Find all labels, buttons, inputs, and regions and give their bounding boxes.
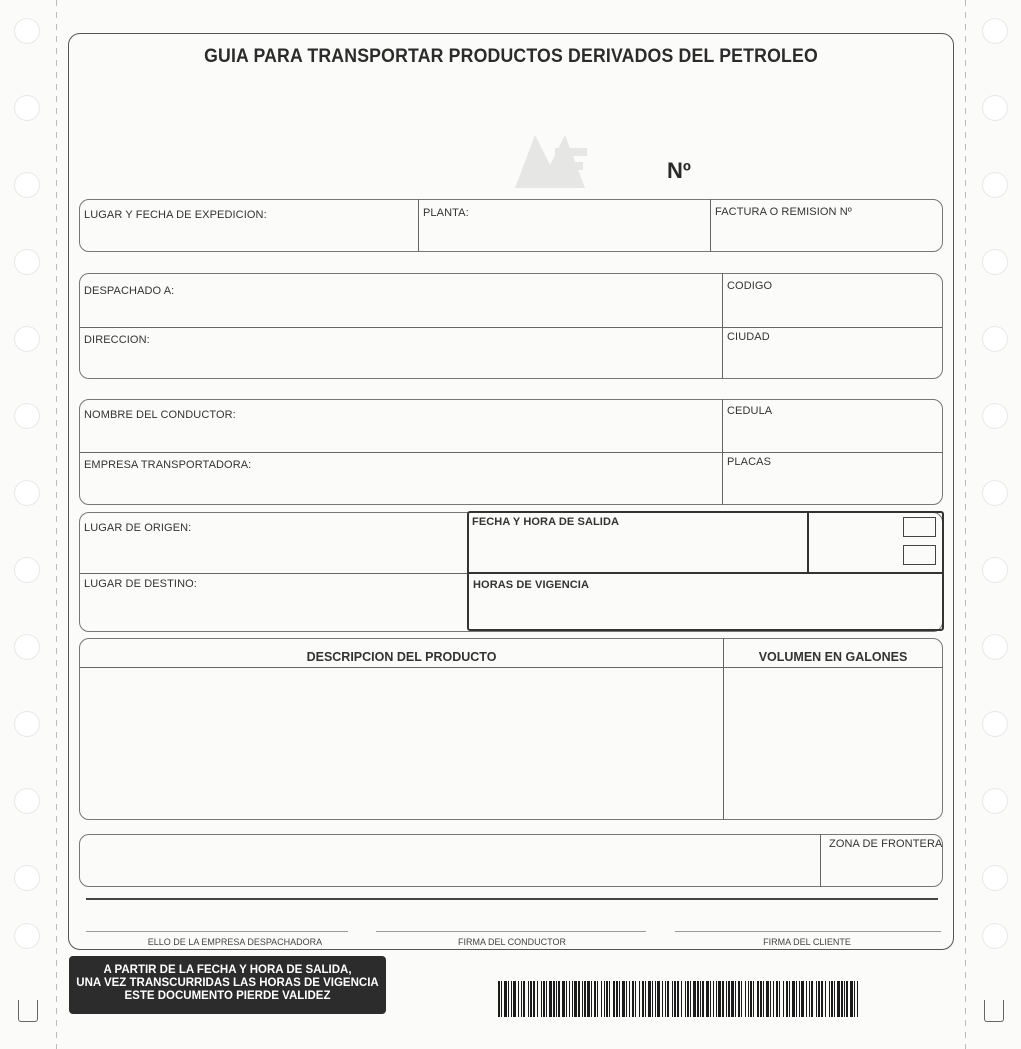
notice-line: UNA VEZ TRANSCURRIDAS LAS HORAS DE VIGENCIA xyxy=(76,977,379,989)
checkbox-pm[interactable] xyxy=(903,545,936,565)
feed-hole xyxy=(14,923,40,949)
origen-field[interactable]: LUGAR DE ORIGEN: xyxy=(84,522,192,534)
feed-hole xyxy=(982,18,1008,44)
feed-hole xyxy=(982,634,1008,660)
feed-hole xyxy=(982,480,1008,506)
frontier-section xyxy=(79,834,943,887)
feed-hole xyxy=(14,480,40,506)
divider xyxy=(722,399,723,505)
divider xyxy=(80,667,942,668)
feed-hole xyxy=(14,18,40,44)
departure-box xyxy=(467,511,944,631)
feed-hole xyxy=(982,865,1008,891)
conductor-field[interactable]: NOMBRE DEL CONDUCTOR: xyxy=(84,409,236,421)
empresa-field[interactable]: EMPRESA TRANSPORTADORA: xyxy=(84,459,252,471)
perforation-right xyxy=(965,0,966,1049)
divider xyxy=(468,572,942,574)
ciudad-field[interactable]: CIUDAD xyxy=(727,331,770,343)
divider xyxy=(710,199,711,252)
factura-field[interactable]: FACTURA O REMISION Nº xyxy=(715,206,852,218)
feed-hole xyxy=(982,557,1008,583)
feed-hole xyxy=(982,95,1008,121)
divider xyxy=(80,573,468,574)
divider xyxy=(722,273,723,379)
lugar-fecha-field[interactable]: LUGAR Y FECHA DE EXPEDICION: xyxy=(84,209,267,221)
feed-hole xyxy=(14,634,40,660)
volumen-header: VOLUMEN EN GALONES xyxy=(758,650,908,664)
zona-frontera-field[interactable]: ZONA DE FRONTERA xyxy=(829,838,943,850)
feed-hole xyxy=(14,557,40,583)
validity-notice xyxy=(69,956,386,1014)
feed-hole xyxy=(982,403,1008,429)
signature-line xyxy=(86,931,348,932)
checkbox-am[interactable] xyxy=(903,517,936,537)
feed-hole xyxy=(982,172,1008,198)
feed-hole xyxy=(982,326,1008,352)
divider xyxy=(418,199,419,252)
feed-hole xyxy=(14,326,40,352)
page-title: GUIA PARA TRANSPORTAR PRODUCTOS DERIVADOS DEL PETROLEO xyxy=(204,46,818,67)
sello-signature[interactable]: ELLO DE LA EMPRESA DESPACHADORA xyxy=(147,937,323,947)
placas-field[interactable]: PLACAS xyxy=(727,456,772,468)
conductor-signature[interactable]: FIRMA DEL CONDUCTOR xyxy=(457,937,566,947)
planta-field[interactable]: PLANTA: xyxy=(423,207,469,219)
separator xyxy=(86,898,938,900)
feed-hole xyxy=(14,249,40,275)
feed-hole xyxy=(982,249,1008,275)
recipient-section xyxy=(79,273,943,379)
horas-vigencia-field[interactable]: HORAS DE VIGENCIA xyxy=(473,579,589,591)
feed-hole xyxy=(982,711,1008,737)
descripcion-input-area[interactable] xyxy=(82,669,721,817)
perforation-left xyxy=(56,0,57,1049)
divider xyxy=(820,834,821,887)
feed-hole xyxy=(14,172,40,198)
cliente-signature[interactable]: FIRMA DEL CLIENTE xyxy=(763,937,851,947)
feed-hole xyxy=(14,403,40,429)
divider xyxy=(80,452,942,453)
codigo-field[interactable]: CODIGO xyxy=(727,280,773,292)
notice-line: ESTE DOCUMENTO PIERDE VALIDEZ xyxy=(124,990,331,1002)
direccion-field[interactable]: DIRECCION: xyxy=(84,334,150,346)
feed-hole xyxy=(14,788,40,814)
divider xyxy=(80,327,942,328)
corner-mark xyxy=(18,1000,38,1022)
signature-line xyxy=(376,931,646,932)
volumen-input-area[interactable] xyxy=(726,669,940,817)
feed-hole xyxy=(14,711,40,737)
descripcion-header: DESCRIPCION DEL PRODUCTO xyxy=(306,650,497,664)
feed-hole xyxy=(982,923,1008,949)
destino-field[interactable]: LUGAR DE DESTINO: xyxy=(84,578,197,590)
despachado-field[interactable]: DESPACHADO A: xyxy=(84,285,175,297)
corner-mark xyxy=(984,1000,1004,1022)
document-number-label: Nº xyxy=(667,158,691,183)
feed-hole xyxy=(14,865,40,891)
divider xyxy=(723,638,724,820)
divider xyxy=(807,512,809,573)
feed-hole xyxy=(982,788,1008,814)
fecha-salida-field[interactable]: FECHA Y HORA DE SALIDA xyxy=(472,516,620,528)
cedula-field[interactable]: CEDULA xyxy=(727,405,773,417)
barcode-icon xyxy=(498,981,858,1017)
signature-line xyxy=(675,931,941,932)
feed-hole xyxy=(14,95,40,121)
notice-line: A PARTIR DE LA FECHA Y HORA DE SALIDA, xyxy=(103,964,352,976)
